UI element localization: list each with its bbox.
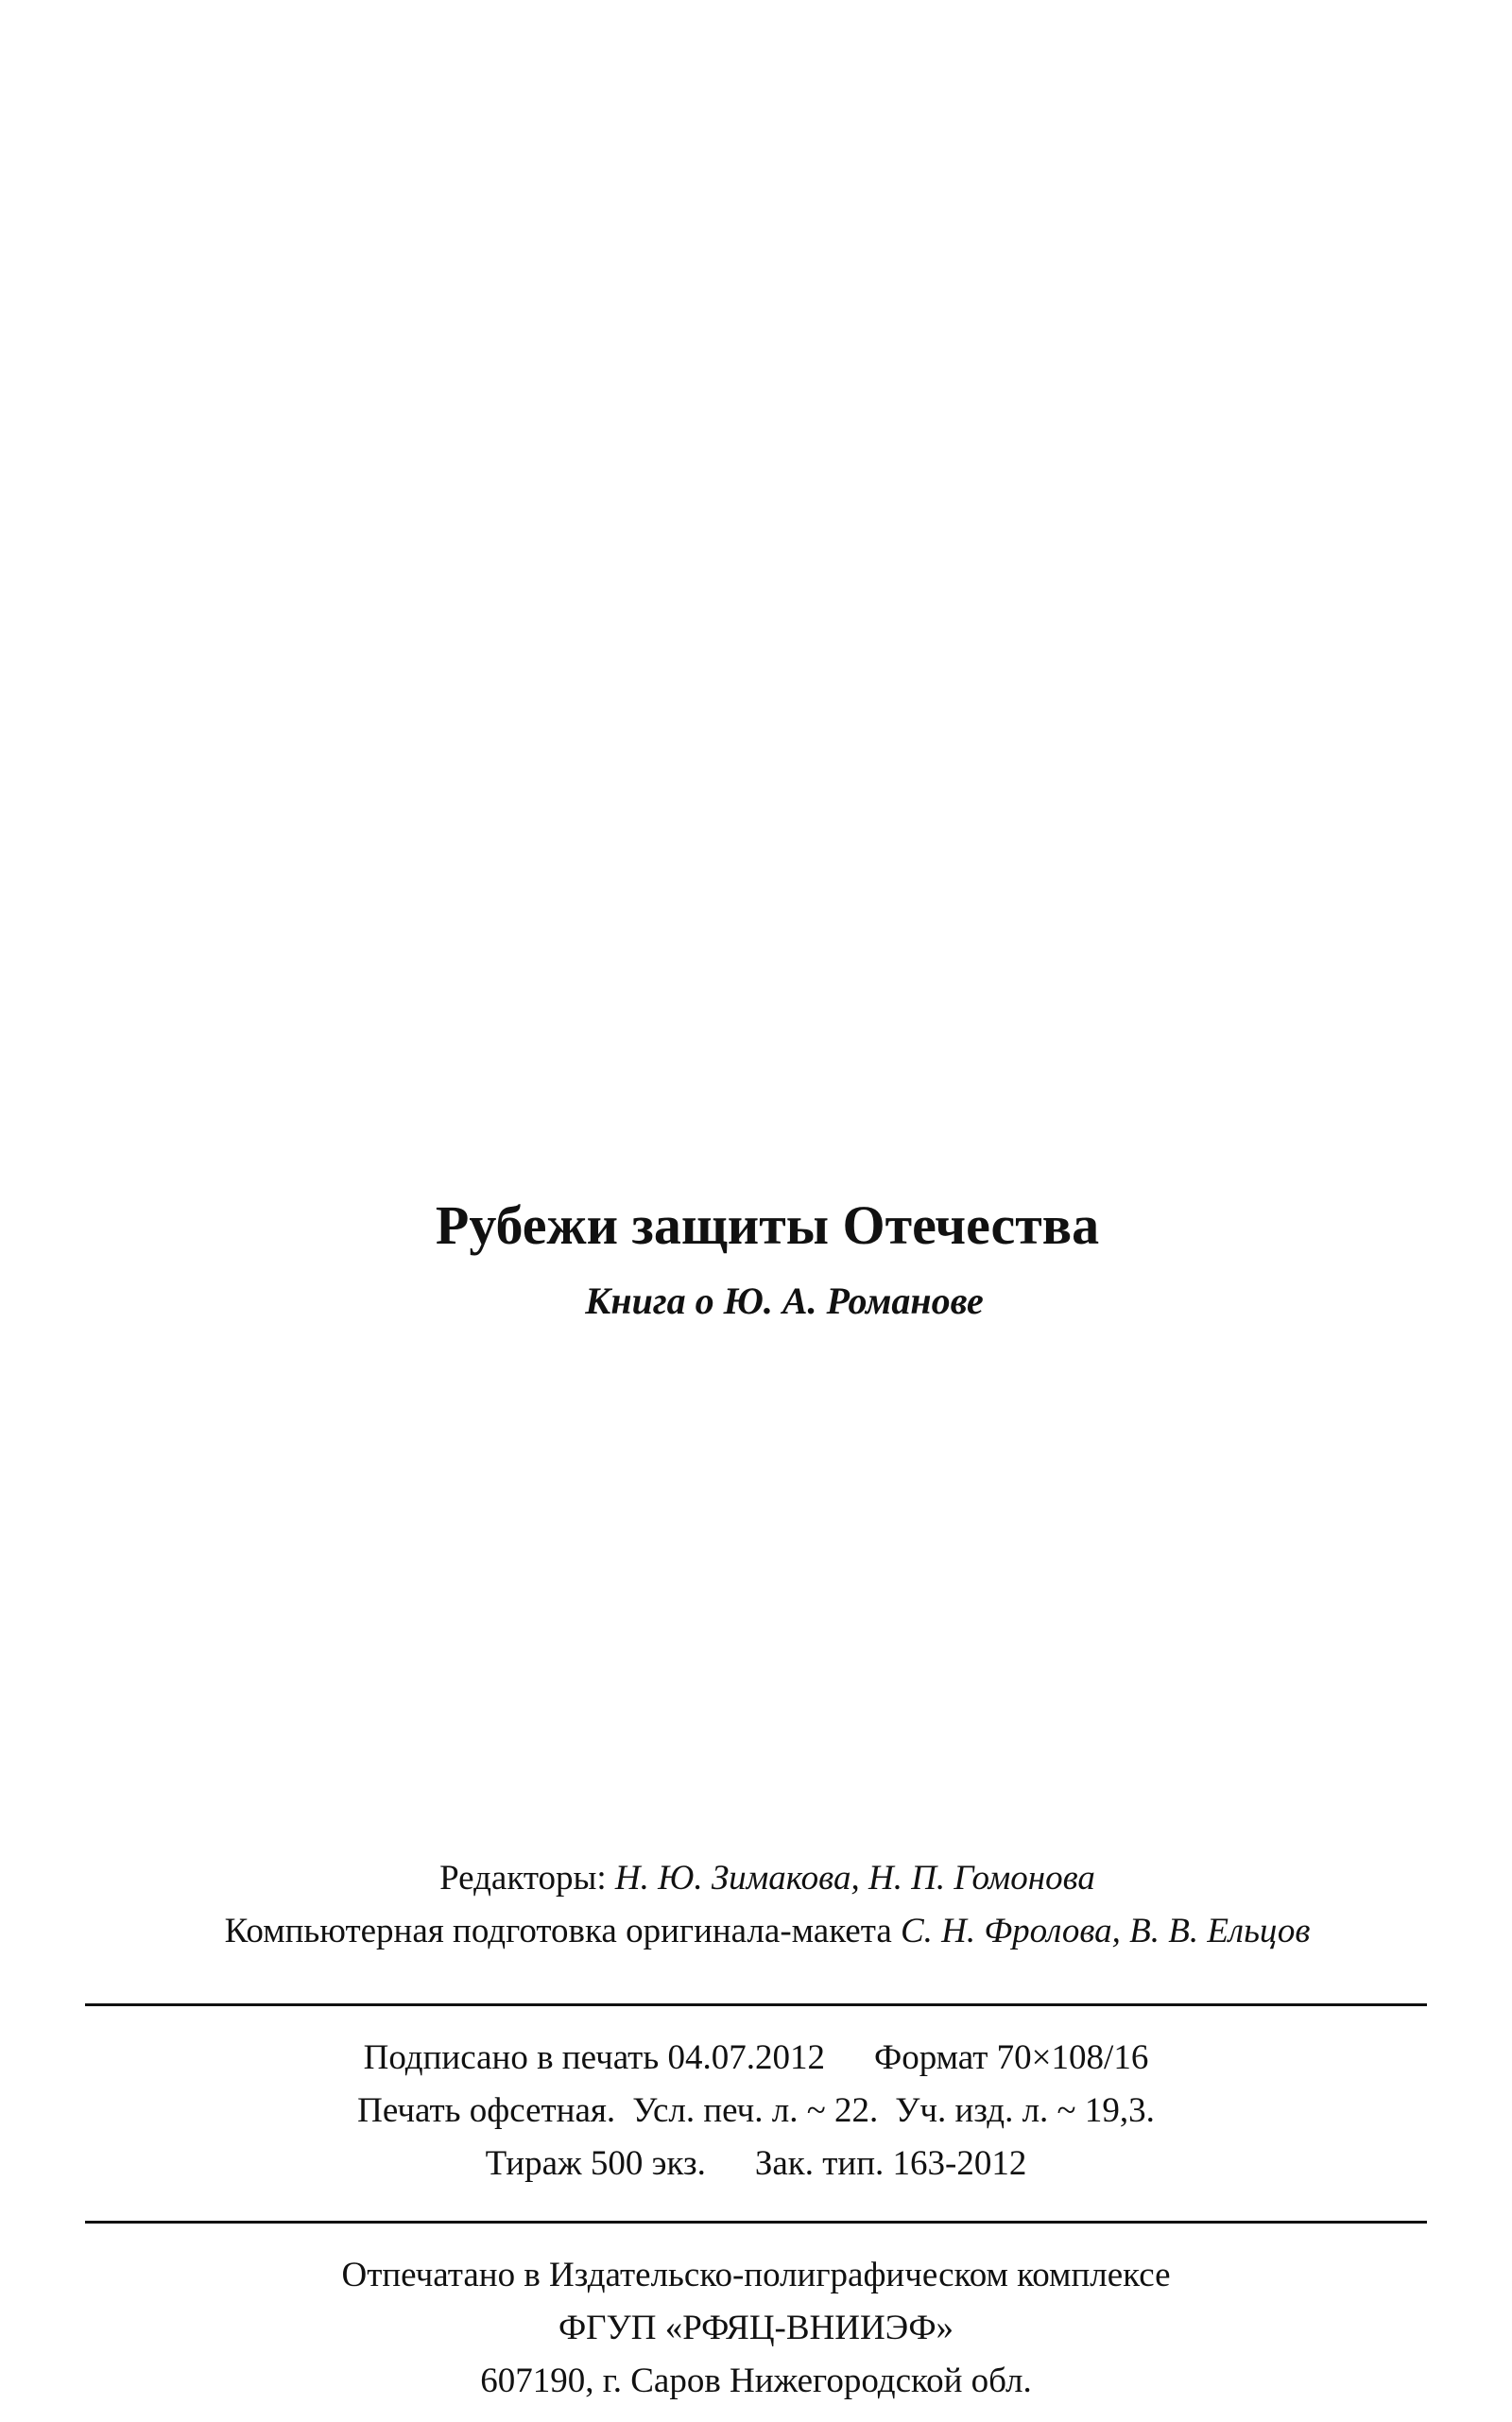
- uch-izd-l: Уч. изд. л. ~ 19,3.: [895, 2091, 1155, 2130]
- printer-line-3: 607190, г. Саров Нижегородской обл.: [480, 2362, 1032, 2400]
- divider-bottom: [85, 2221, 1427, 2224]
- editors-line: [11, 1852, 1512, 1905]
- book-title: Рубежи защиты Отечества: [435, 1194, 1100, 1256]
- order-number: Зак. тип. 163-2012: [754, 2144, 1027, 2183]
- book-subtitle: Книга о Ю. А. Романове: [585, 1280, 984, 1322]
- format-value: Формат 70×108/16: [873, 2038, 1149, 2077]
- credits-block: [11, 1852, 1512, 1958]
- divider-top: [85, 2003, 1427, 2006]
- offset-print: Печать офсетная.: [357, 2091, 616, 2130]
- usl-pech-l: Усл. печ. л. ~ 22.: [632, 2091, 879, 2130]
- print-info-block: [0, 2032, 1512, 2190]
- layout-names: С. Н. Фролова, В. В. Ельцов: [901, 1912, 1311, 1950]
- print-info-line-1: [0, 2032, 1512, 2085]
- editors-label: Редакторы:: [439, 1859, 607, 1898]
- printer-line-2: ФГУП «РФЯЦ-ВНИИЭФ»: [558, 2309, 954, 2347]
- print-info-line-2: [0, 2085, 1512, 2138]
- tirage: Тираж 500 экз.: [485, 2144, 706, 2183]
- signed-date: Подписано в печать 04.07.2012: [363, 2038, 825, 2077]
- layout-line: [11, 1905, 1512, 1958]
- print-info-line-3: [0, 2138, 1512, 2190]
- layout-label: Компьютерная подготовка оригинала-макета: [224, 1912, 892, 1950]
- printer-block: [0, 2249, 1512, 2408]
- editors-names: Н. Ю. Зимакова, Н. П. Гомонова: [614, 1859, 1095, 1898]
- printer-line-1: Отпечатано в Издательско-полиграфическом комплексе: [341, 2256, 1171, 2294]
